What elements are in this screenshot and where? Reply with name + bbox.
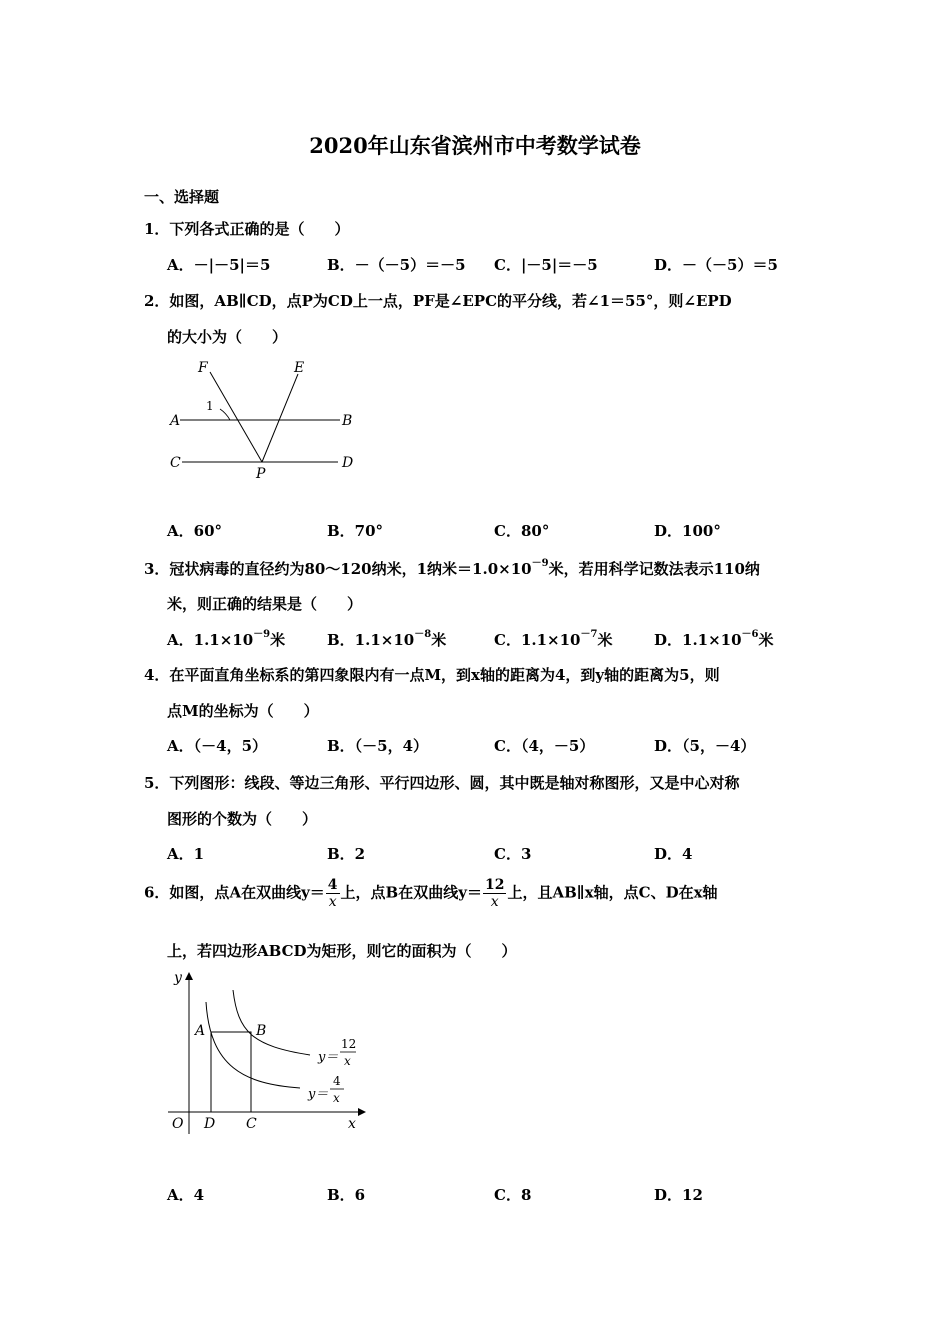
q1-option-c: C．|－5|＝－5	[494, 256, 598, 274]
q1-option-d: D．－（－5）＝5	[654, 256, 778, 274]
question-2-stem: 2．如图，AB∥CD，点P为CD上一点，PF是∠EPC的平分线，若∠1＝55°，则∠EPD	[144, 292, 732, 310]
label-y: y	[174, 970, 182, 986]
q5-option-d: D．4	[654, 845, 693, 863]
curve2-label: y＝	[308, 1087, 329, 1102]
q5-option-a: A．1	[167, 845, 205, 863]
label-d: D	[204, 1116, 216, 1132]
question-3-stem-line2: 米，则正确的结果是（ ）	[167, 595, 363, 613]
q3-option-b: B．$1.1\times 10^{-8}$米	[327, 629, 447, 649]
question-5-stem-line2: 图形的个数为（ ）	[167, 810, 318, 828]
q5-option-c: C．3	[494, 845, 532, 863]
question-6-stem: 6．如图，点A在双曲线y＝ $\frac{4}{x}$ 上，点B在双曲线y＝ $\frac{12}{x}$ 上，且AB∥x轴，点C、D在x轴	[144, 877, 718, 910]
q6-figure	[160, 962, 375, 1137]
curve-4-over-x	[206, 1002, 300, 1088]
label-e: E	[294, 360, 305, 376]
q2-option-b: B．70°	[327, 522, 384, 540]
question-4-stem: 4．在平面直角坐标系的第四象限内有一点M，到x轴的距离为4，到y轴的距离为5，则	[144, 666, 720, 684]
label-a: A	[170, 413, 181, 429]
q6-option-c: C．8	[494, 1186, 532, 1204]
label-d: D	[342, 455, 354, 471]
q6-option-d: D．12	[654, 1186, 703, 1204]
q4-option-d: D．（5，－4）	[654, 737, 756, 755]
q3-option-a: A．$1.1\times 10^{-9}$米	[167, 629, 286, 649]
question-5-stem: 5．下列图形：线段、等边三角形、平行四边形、圆，其中既是轴对称图形，又是中心对称	[144, 774, 740, 792]
question-3-stem: 3．冠状病毒的直径约为80～120纳米，1纳米$=1.0\times 10^{-9}$米，若用科学记数法表示110纳	[144, 558, 760, 578]
question-2-stem-line2: 的大小为（ ）	[167, 328, 288, 346]
x-axis-arrow	[358, 1108, 366, 1116]
q6-option-b: B．6	[327, 1186, 366, 1204]
curve2-den: x	[333, 1091, 340, 1105]
q2-option-d: D．100°	[654, 522, 721, 540]
q1-option-a: A．－|－5|＝5	[167, 256, 271, 274]
label-p: P	[256, 466, 266, 482]
curve-12-over-x	[233, 990, 310, 1055]
ray-pe	[262, 374, 298, 462]
label-a: A	[195, 1023, 206, 1039]
fraction-12-over-x: $\frac{12}{x}$	[484, 877, 505, 910]
q2-option-c: C．80°	[494, 522, 550, 540]
label-c: C	[246, 1116, 257, 1132]
q3-option-c: C．$1.1\times 10^{-7}$米	[494, 629, 613, 649]
q2-figure	[160, 350, 370, 490]
label-o: O	[172, 1116, 184, 1132]
label-f: F	[198, 360, 208, 376]
q4-option-c: C．（4，－5）	[494, 737, 595, 755]
ray-pf	[210, 372, 262, 462]
question-4-stem-line2: 点M的坐标为（ ）	[167, 702, 319, 720]
curve1-num: 12	[341, 1037, 357, 1051]
q1-option-b: B．－（－5）＝－5	[327, 256, 466, 274]
label-b: B	[256, 1023, 267, 1039]
rectangle-abcd	[211, 1032, 251, 1112]
q5-option-b: B．2	[327, 845, 366, 863]
question-1-stem: 1．下列各式正确的是（ ）	[144, 220, 350, 238]
q6-option-a: A．4	[167, 1186, 205, 1204]
label-b: B	[342, 413, 353, 429]
page-title: 2020年山东省滨州市中考数学试卷	[309, 133, 641, 158]
q2-option-a: A．60°	[167, 522, 223, 540]
curve1-label: y＝	[318, 1050, 339, 1065]
q4-option-b: B．（－5，4）	[327, 737, 429, 755]
label-c: C	[170, 455, 181, 471]
curve1-den: x	[344, 1054, 351, 1068]
question-6-stem-line2: 上，若四边形ABCD为矩形，则它的面积为（ ）	[167, 942, 517, 960]
fraction-4-over-x: $\frac{4}{x}$	[327, 877, 338, 910]
curve2-num: 4	[333, 1074, 341, 1088]
label-x: x	[348, 1116, 356, 1132]
y-axis-arrow	[185, 972, 193, 980]
q3-option-d: D．$1.1\times 10^{-6}$米	[654, 629, 774, 649]
q4-option-a: A．（－4，5）	[167, 737, 268, 755]
label-angle-1: 1	[206, 399, 214, 413]
angle-1-arc	[220, 409, 230, 420]
section-heading: 一、选择题	[144, 188, 220, 206]
